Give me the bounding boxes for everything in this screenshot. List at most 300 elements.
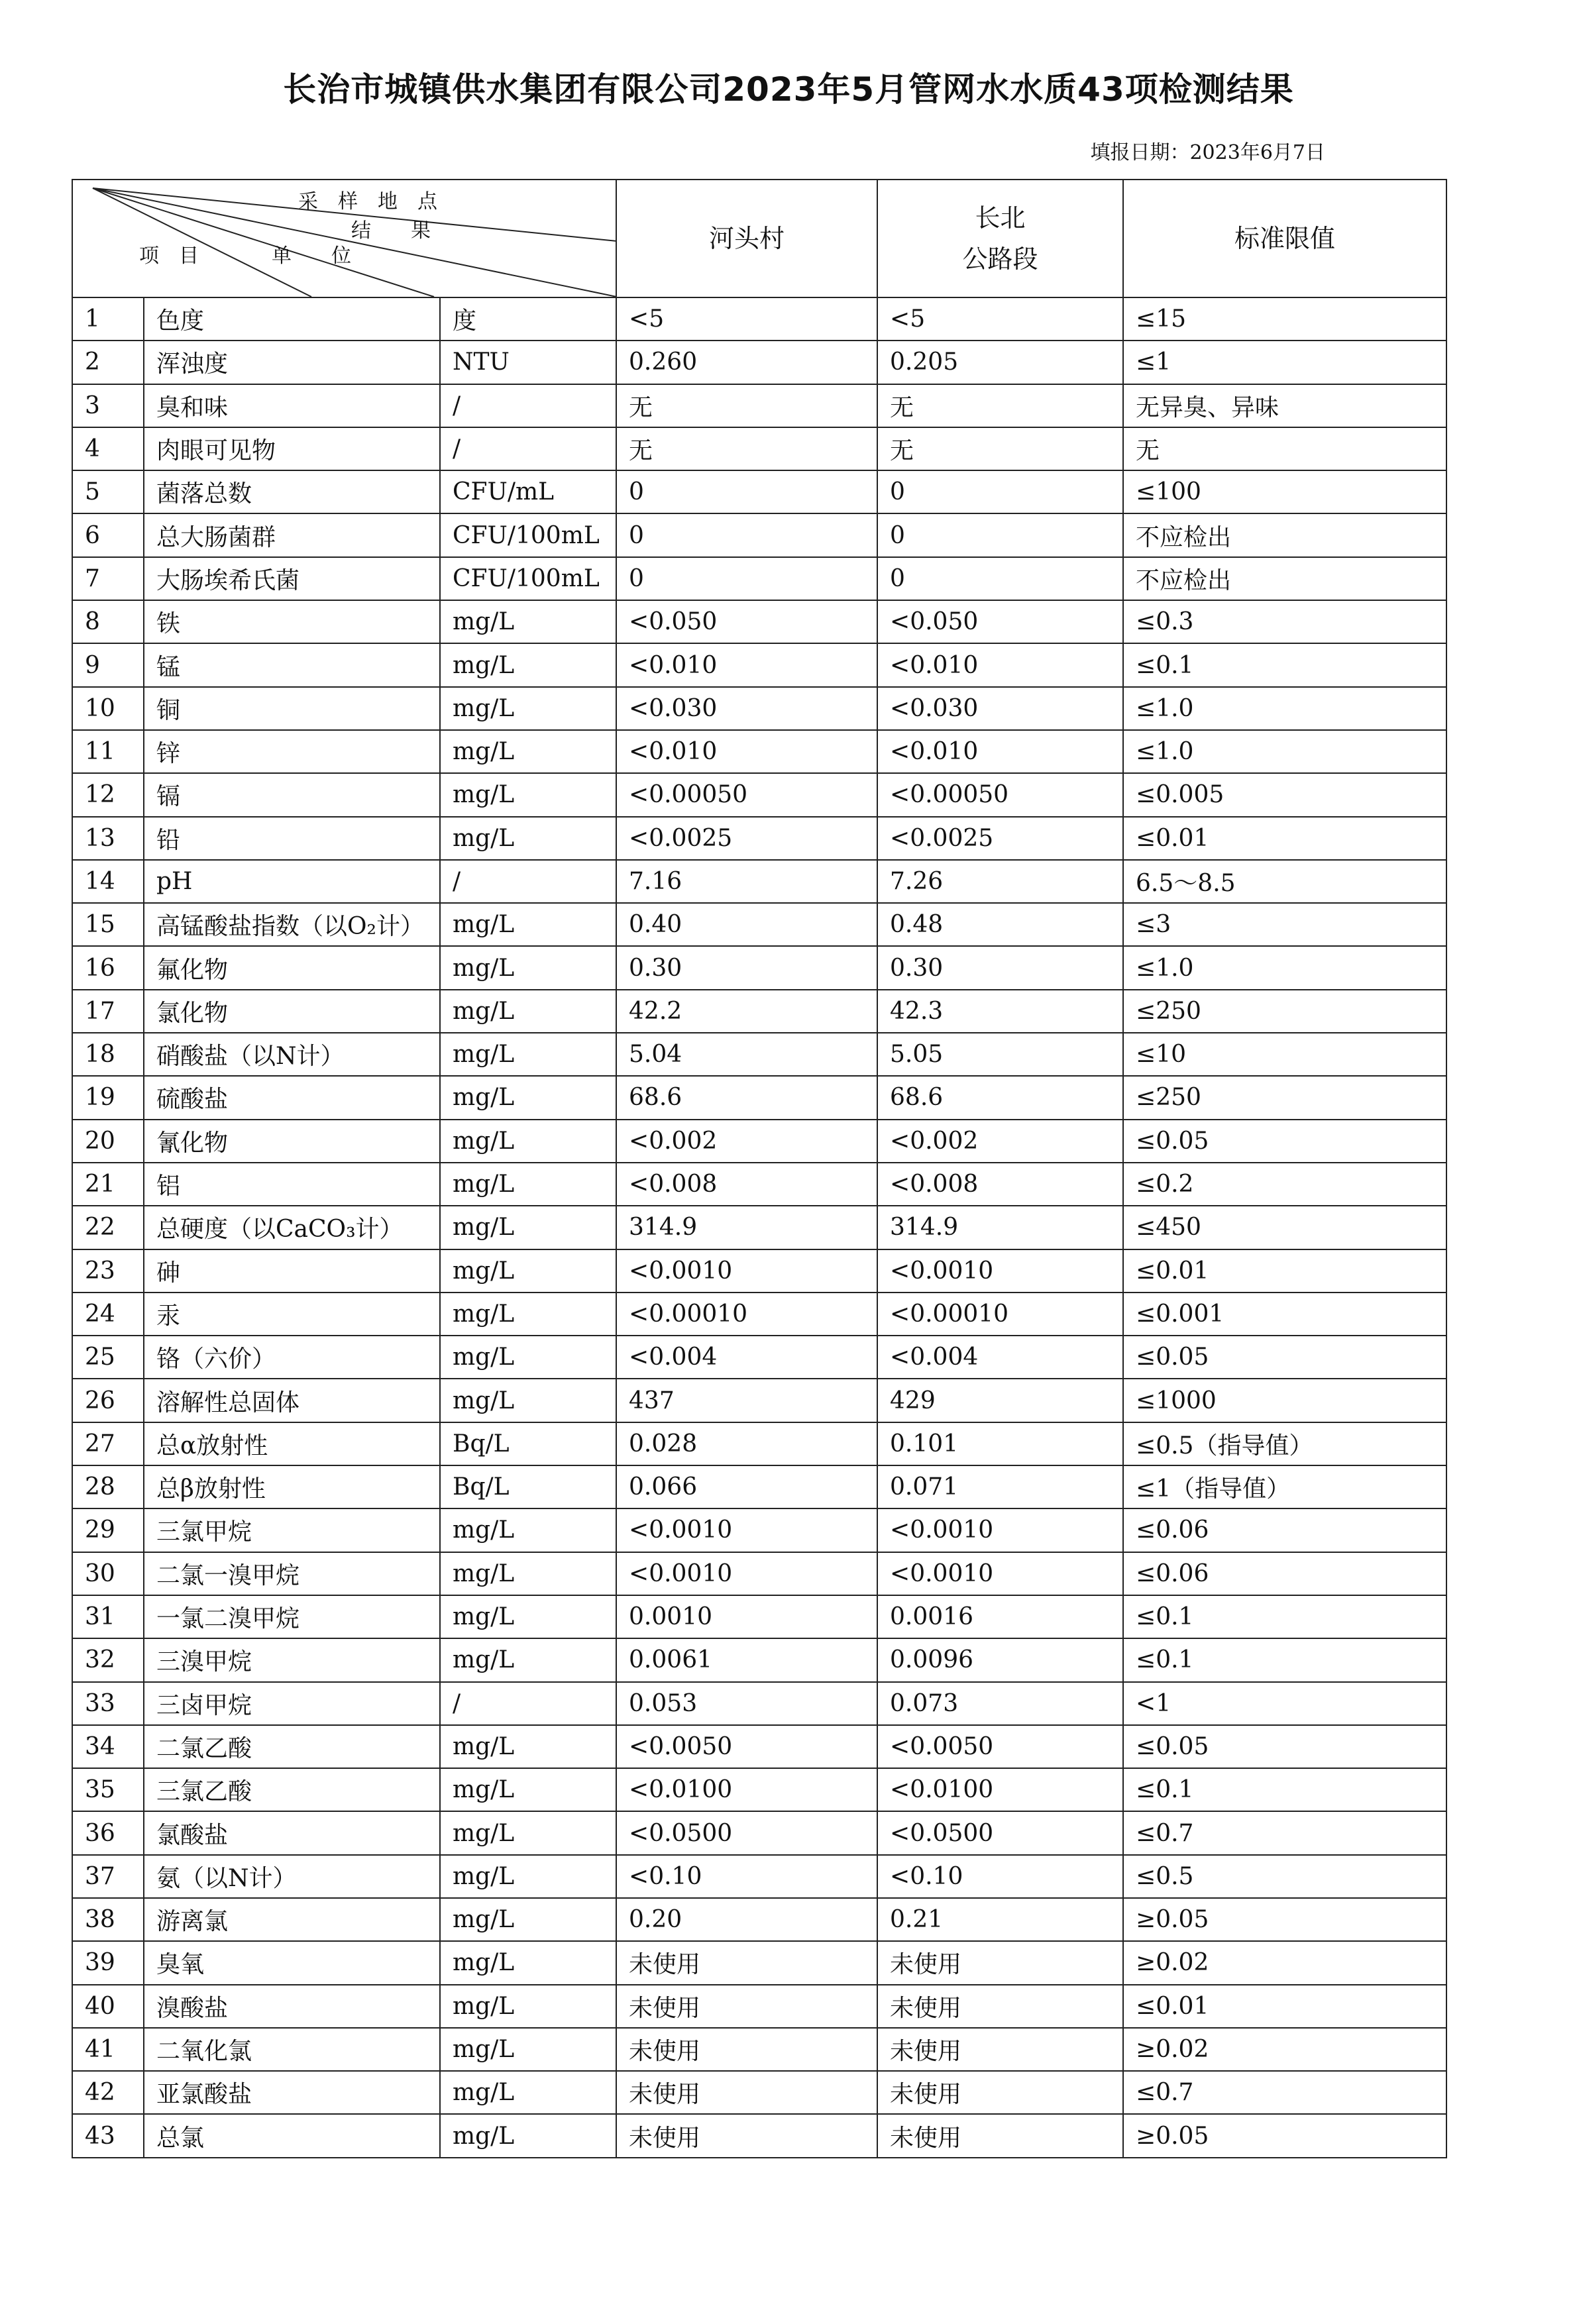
value-site1: <0.0100	[616, 1768, 877, 1811]
value-site1: <0.0010	[616, 1508, 877, 1552]
value-site1: 0.053	[616, 1682, 877, 1725]
value-site2: <5	[877, 297, 1123, 341]
limit-value: ≤250	[1123, 990, 1446, 1033]
value-site2: 0.101	[877, 1422, 1123, 1465]
table-row	[72, 903, 1446, 946]
item-name: 一氯二溴甲烷	[144, 1595, 440, 1638]
row-number: 38	[72, 1898, 144, 1941]
diag-label-result: 结 果	[351, 219, 431, 242]
value-site1: <0.050	[616, 600, 877, 643]
item-name: 汞	[144, 1293, 440, 1336]
limit-value: ≤1（指导值）	[1123, 1465, 1446, 1508]
row-number: 1	[72, 297, 144, 341]
item-name: 二氧化氯	[144, 2028, 440, 2071]
row-number: 16	[72, 946, 144, 989]
limit-value: ≤0.05	[1123, 1725, 1446, 1768]
table-row	[72, 1120, 1446, 1163]
unit: Bq/L	[440, 1422, 616, 1465]
table-row	[72, 1336, 1446, 1379]
col-header-limit: 标准限值	[1123, 180, 1446, 297]
item-name: 三卤甲烷	[144, 1682, 440, 1725]
item-name: 总大肠菌群	[144, 513, 440, 556]
value-site2: 314.9	[877, 1206, 1123, 1249]
value-site1: 68.6	[616, 1076, 877, 1119]
page-title: 长治市城镇供水集团有限公司2023年5月管网水水质43项检测结果	[283, 70, 1294, 109]
row-number: 37	[72, 1855, 144, 1898]
row-number: 14	[72, 860, 144, 903]
unit: mg/L	[440, 600, 616, 643]
item-name: 硫酸盐	[144, 1076, 440, 1119]
row-number: 15	[72, 903, 144, 946]
table-row	[72, 730, 1446, 773]
limit-value: ≤15	[1123, 297, 1446, 341]
value-site1: 未使用	[616, 1985, 877, 2028]
value-site1: <0.030	[616, 687, 877, 730]
table-row	[72, 2114, 1446, 2157]
value-site1: <0.10	[616, 1855, 877, 1898]
fill-date: 填报日期：2023年6月7日	[1090, 141, 1325, 164]
table-row	[72, 557, 1446, 600]
limit-value: ≤0.2	[1123, 1163, 1446, 1206]
value-site2: 0.071	[877, 1465, 1123, 1508]
limit-value: ≤1.0	[1123, 687, 1446, 730]
value-site2: 无	[877, 427, 1123, 470]
limit-value: ≤0.1	[1123, 1595, 1446, 1638]
value-site2: 未使用	[877, 1985, 1123, 2028]
row-number: 3	[72, 384, 144, 427]
value-site2: 7.26	[877, 860, 1123, 903]
value-site2: 0.0016	[877, 1595, 1123, 1638]
table-row	[72, 1249, 1446, 1293]
row-number: 20	[72, 1120, 144, 1163]
limit-value: ≤1	[1123, 341, 1446, 384]
table-row	[72, 1422, 1446, 1465]
limit-value: 无异臭、异味	[1123, 384, 1446, 427]
row-number: 22	[72, 1206, 144, 1249]
unit: mg/L	[440, 1293, 616, 1336]
unit: mg/L	[440, 903, 616, 946]
item-name: 浑浊度	[144, 341, 440, 384]
item-name: 臭和味	[144, 384, 440, 427]
item-name: 大肠埃希氏菌	[144, 557, 440, 600]
unit: mg/L	[440, 1941, 616, 1984]
item-name: 二氯一溴甲烷	[144, 1552, 440, 1595]
unit: mg/L	[440, 1855, 616, 1898]
item-name: 色度	[144, 297, 440, 341]
value-site1: <0.004	[616, 1336, 877, 1379]
value-site2: 未使用	[877, 2071, 1123, 2114]
limit-value: 6.5～8.5	[1123, 860, 1446, 903]
limit-value: ≤0.1	[1123, 1638, 1446, 1681]
table-row	[72, 1811, 1446, 1854]
limit-value: ≤0.01	[1123, 1985, 1446, 2028]
table-row	[72, 946, 1446, 989]
row-number: 7	[72, 557, 144, 600]
table-row	[72, 990, 1446, 1033]
table-row	[72, 860, 1446, 903]
value-site2: 0.30	[877, 946, 1123, 989]
col-header-site2-line1: 长北	[975, 203, 1026, 233]
table-row	[72, 817, 1446, 860]
row-number: 35	[72, 1768, 144, 1811]
limit-value: ≥0.05	[1123, 2114, 1446, 2157]
value-site1: 0.066	[616, 1465, 877, 1508]
row-number: 21	[72, 1163, 144, 1206]
limit-value: ≤0.06	[1123, 1508, 1446, 1552]
value-site1: <0.010	[616, 730, 877, 773]
value-site2: <0.010	[877, 730, 1123, 773]
row-number: 41	[72, 2028, 144, 2071]
limit-value: <1	[1123, 1682, 1446, 1725]
table-row	[72, 1985, 1446, 2028]
item-name: 锌	[144, 730, 440, 773]
item-name: 菌落总数	[144, 470, 440, 513]
limit-value: ≤1000	[1123, 1379, 1446, 1422]
unit: CFU/100mL	[440, 557, 616, 600]
table-row	[72, 600, 1446, 643]
col-header-site2-line2: 公路段	[962, 244, 1038, 274]
value-site2: 5.05	[877, 1033, 1123, 1076]
value-site1: 0.20	[616, 1898, 877, 1941]
row-number: 9	[72, 643, 144, 686]
row-number: 25	[72, 1336, 144, 1379]
value-site1: <5	[616, 297, 877, 341]
limit-value: ≤1.0	[1123, 730, 1446, 773]
limit-value: 不应检出	[1123, 513, 1446, 556]
item-name: 铬（六价）	[144, 1336, 440, 1379]
item-name: 二氯乙酸	[144, 1725, 440, 1768]
item-name: 氰化物	[144, 1120, 440, 1163]
table-row	[72, 1076, 1446, 1119]
unit: mg/L	[440, 1379, 616, 1422]
item-name: 高锰酸盐指数（以O₂计）	[144, 903, 440, 946]
table-row	[72, 1206, 1446, 1249]
item-name: 氨（以N计）	[144, 1855, 440, 1898]
value-site2: 0	[877, 557, 1123, 600]
row-number: 31	[72, 1595, 144, 1638]
value-site1: <0.00010	[616, 1293, 877, 1336]
limit-value: ≤0.005	[1123, 773, 1446, 816]
row-number: 40	[72, 1985, 144, 2028]
unit: mg/L	[440, 946, 616, 989]
value-site2: 未使用	[877, 2028, 1123, 2071]
value-site1: <0.00050	[616, 773, 877, 816]
row-number: 32	[72, 1638, 144, 1681]
row-number: 19	[72, 1076, 144, 1119]
value-site2: 0.073	[877, 1682, 1123, 1725]
unit: 度	[440, 297, 616, 341]
value-site1: 未使用	[616, 2114, 877, 2157]
value-site2: <0.0025	[877, 817, 1123, 860]
table-header-row	[72, 180, 1446, 297]
table-row	[72, 1033, 1446, 1076]
value-site2: 0.205	[877, 341, 1123, 384]
unit: Bq/L	[440, 1465, 616, 1508]
value-site1: 0.0010	[616, 1595, 877, 1638]
unit: mg/L	[440, 2071, 616, 2114]
limit-value: ≤0.5	[1123, 1855, 1446, 1898]
value-site1: <0.008	[616, 1163, 877, 1206]
table-row	[72, 1941, 1446, 1984]
item-name: 亚氯酸盐	[144, 2071, 440, 2114]
table-row	[72, 1465, 1446, 1508]
table-row	[72, 643, 1446, 686]
row-number: 36	[72, 1811, 144, 1854]
value-site1: <0.0500	[616, 1811, 877, 1854]
item-name: 臭氧	[144, 1941, 440, 1984]
limit-value: ≥0.02	[1123, 1941, 1446, 1984]
row-number: 10	[72, 687, 144, 730]
value-site2: <0.0010	[877, 1508, 1123, 1552]
table-row	[72, 384, 1446, 427]
value-site2: <0.0010	[877, 1552, 1123, 1595]
unit: mg/L	[440, 1163, 616, 1206]
limit-value: ≤0.01	[1123, 817, 1446, 860]
col-header-site2	[877, 180, 1123, 297]
table-row	[72, 1552, 1446, 1595]
unit: mg/L	[440, 1336, 616, 1379]
value-site1: 未使用	[616, 1941, 877, 1984]
table-row	[72, 1725, 1446, 1768]
unit: mg/L	[440, 1249, 616, 1293]
value-site2: 0.48	[877, 903, 1123, 946]
value-site1: <0.0050	[616, 1725, 877, 1768]
item-name: 溶解性总固体	[144, 1379, 440, 1422]
value-site2: <0.050	[877, 600, 1123, 643]
item-name: 总硬度（以CaCO₃计）	[144, 1206, 440, 1249]
item-name: 氯酸盐	[144, 1811, 440, 1854]
table-row	[72, 1768, 1446, 1811]
item-name: 铝	[144, 1163, 440, 1206]
row-number: 4	[72, 427, 144, 470]
row-number: 6	[72, 513, 144, 556]
row-number: 8	[72, 600, 144, 643]
table-row	[72, 773, 1446, 816]
value-site2: 无	[877, 384, 1123, 427]
table-row	[72, 513, 1446, 556]
value-site1: 0	[616, 513, 877, 556]
limit-value: ≤0.3	[1123, 600, 1446, 643]
value-site2: <0.0100	[877, 1768, 1123, 1811]
limit-value: ≤1.0	[1123, 946, 1446, 989]
row-number: 34	[72, 1725, 144, 1768]
item-name: 总氯	[144, 2114, 440, 2157]
value-site1: 0.40	[616, 903, 877, 946]
item-name: 铅	[144, 817, 440, 860]
unit: /	[440, 384, 616, 427]
value-site2: <0.0050	[877, 1725, 1123, 1768]
limit-value: ≤250	[1123, 1076, 1446, 1119]
row-number: 17	[72, 990, 144, 1033]
table-row	[72, 1898, 1446, 1941]
item-name: 总α放射性	[144, 1422, 440, 1465]
row-number: 43	[72, 2114, 144, 2157]
value-site1: 无	[616, 384, 877, 427]
row-number: 5	[72, 470, 144, 513]
unit: mg/L	[440, 1076, 616, 1119]
value-site2: 0	[877, 470, 1123, 513]
row-number: 33	[72, 1682, 144, 1725]
value-site1: <0.0010	[616, 1249, 877, 1293]
item-name: 溴酸盐	[144, 1985, 440, 2028]
value-site2: 68.6	[877, 1076, 1123, 1119]
item-name: 砷	[144, 1249, 440, 1293]
limit-value: ≤450	[1123, 1206, 1446, 1249]
value-site1: <0.0025	[616, 817, 877, 860]
value-site2: <0.008	[877, 1163, 1123, 1206]
row-number: 26	[72, 1379, 144, 1422]
row-number: 11	[72, 730, 144, 773]
table-row	[72, 297, 1446, 341]
value-site1: 未使用	[616, 2071, 877, 2114]
table-row	[72, 1379, 1446, 1422]
table-row	[72, 341, 1446, 384]
limit-value: ≤3	[1123, 903, 1446, 946]
unit: mg/L	[440, 773, 616, 816]
unit: mg/L	[440, 1206, 616, 1249]
unit: mg/L	[440, 2114, 616, 2157]
value-site1: 0	[616, 470, 877, 513]
unit: CFU/100mL	[440, 513, 616, 556]
value-site2: <0.10	[877, 1855, 1123, 1898]
value-site2: 42.3	[877, 990, 1123, 1033]
item-name: 铁	[144, 600, 440, 643]
item-name: 三溴甲烷	[144, 1638, 440, 1681]
item-name: pH	[144, 860, 440, 903]
col-header-site1: 河头村	[616, 180, 877, 297]
limit-value: ≤0.01	[1123, 1249, 1446, 1293]
table-row	[72, 1163, 1446, 1206]
item-name: 三氯甲烷	[144, 1508, 440, 1552]
value-site1: 7.16	[616, 860, 877, 903]
limit-value: 无	[1123, 427, 1446, 470]
value-site1: 0.30	[616, 946, 877, 989]
row-number: 2	[72, 341, 144, 384]
unit: mg/L	[440, 1768, 616, 1811]
value-site2: 0	[877, 513, 1123, 556]
unit: NTU	[440, 341, 616, 384]
diag-label-item: 项 目	[139, 244, 199, 268]
table-row	[72, 470, 1446, 513]
table-row	[72, 1682, 1446, 1725]
value-site2: 未使用	[877, 1941, 1123, 1984]
table-row	[72, 427, 1446, 470]
limit-value: 不应检出	[1123, 557, 1446, 600]
value-site1: 0.260	[616, 341, 877, 384]
value-site2: <0.030	[877, 687, 1123, 730]
row-number: 42	[72, 2071, 144, 2114]
unit: CFU/mL	[440, 470, 616, 513]
unit: mg/L	[440, 990, 616, 1033]
item-name: 氯化物	[144, 990, 440, 1033]
limit-value: ≤0.7	[1123, 1811, 1446, 1854]
diag-label-unit: 单 位	[272, 244, 351, 268]
value-site2: <0.0010	[877, 1249, 1123, 1293]
value-site1: 未使用	[616, 2028, 877, 2071]
row-number: 24	[72, 1293, 144, 1336]
unit: mg/L	[440, 1811, 616, 1854]
item-name: 总β放射性	[144, 1465, 440, 1508]
value-site2: <0.010	[877, 643, 1123, 686]
row-number: 39	[72, 1941, 144, 1984]
row-number: 28	[72, 1465, 144, 1508]
unit: mg/L	[440, 1033, 616, 1076]
table-row	[72, 2028, 1446, 2071]
unit: /	[440, 427, 616, 470]
table-row	[72, 1508, 1446, 1552]
table-row	[72, 687, 1446, 730]
table-body	[72, 297, 1446, 2158]
limit-value: ≤0.5（指导值）	[1123, 1422, 1446, 1465]
value-site1: <0.0010	[616, 1552, 877, 1595]
unit: /	[440, 860, 616, 903]
unit: mg/L	[440, 2028, 616, 2071]
row-number: 27	[72, 1422, 144, 1465]
value-site2: <0.004	[877, 1336, 1123, 1379]
limit-value: ≤0.1	[1123, 1768, 1446, 1811]
value-site1: 0	[616, 557, 877, 600]
diag-label-site: 采 样 地 点	[298, 190, 437, 213]
value-site2: <0.00050	[877, 773, 1123, 816]
value-site1: 5.04	[616, 1033, 877, 1076]
row-number: 13	[72, 817, 144, 860]
item-name: 游离氯	[144, 1898, 440, 1941]
value-site2: <0.0500	[877, 1811, 1123, 1854]
unit: mg/L	[440, 730, 616, 773]
limit-value: ≤0.7	[1123, 2071, 1446, 2114]
unit: mg/L	[440, 1552, 616, 1595]
row-number: 30	[72, 1552, 144, 1595]
limit-value: ≤0.1	[1123, 643, 1446, 686]
value-site1: <0.002	[616, 1120, 877, 1163]
limit-value: ≤100	[1123, 470, 1446, 513]
row-number: 29	[72, 1508, 144, 1552]
results-table	[72, 179, 1447, 2158]
limit-value: ≥0.05	[1123, 1898, 1446, 1941]
row-number: 18	[72, 1033, 144, 1076]
item-name: 锰	[144, 643, 440, 686]
table-row	[72, 1855, 1446, 1898]
unit: mg/L	[440, 1638, 616, 1681]
unit: mg/L	[440, 817, 616, 860]
limit-value: ≤0.05	[1123, 1336, 1446, 1379]
unit: mg/L	[440, 1508, 616, 1552]
table-row	[72, 2071, 1446, 2114]
unit: mg/L	[440, 1595, 616, 1638]
limit-value: ≤0.001	[1123, 1293, 1446, 1336]
item-name: 肉眼可见物	[144, 427, 440, 470]
unit: mg/L	[440, 1898, 616, 1941]
value-site2: <0.00010	[877, 1293, 1123, 1336]
item-name: 三氯乙酸	[144, 1768, 440, 1811]
value-site1: <0.010	[616, 643, 877, 686]
value-site2: <0.002	[877, 1120, 1123, 1163]
row-number: 23	[72, 1249, 144, 1293]
limit-value: ≤10	[1123, 1033, 1446, 1076]
unit: /	[440, 1682, 616, 1725]
value-site1: 42.2	[616, 990, 877, 1033]
value-site2: 429	[877, 1379, 1123, 1422]
table-row	[72, 1293, 1446, 1336]
diagonal-header-cell	[72, 180, 616, 297]
item-name: 硝酸盐（以N计）	[144, 1033, 440, 1076]
value-site2: 0.21	[877, 1898, 1123, 1941]
value-site1: 0.028	[616, 1422, 877, 1465]
value-site1: 0.0061	[616, 1638, 877, 1681]
value-site2: 0.0096	[877, 1638, 1123, 1681]
item-name: 镉	[144, 773, 440, 816]
limit-value: ≤0.05	[1123, 1120, 1446, 1163]
